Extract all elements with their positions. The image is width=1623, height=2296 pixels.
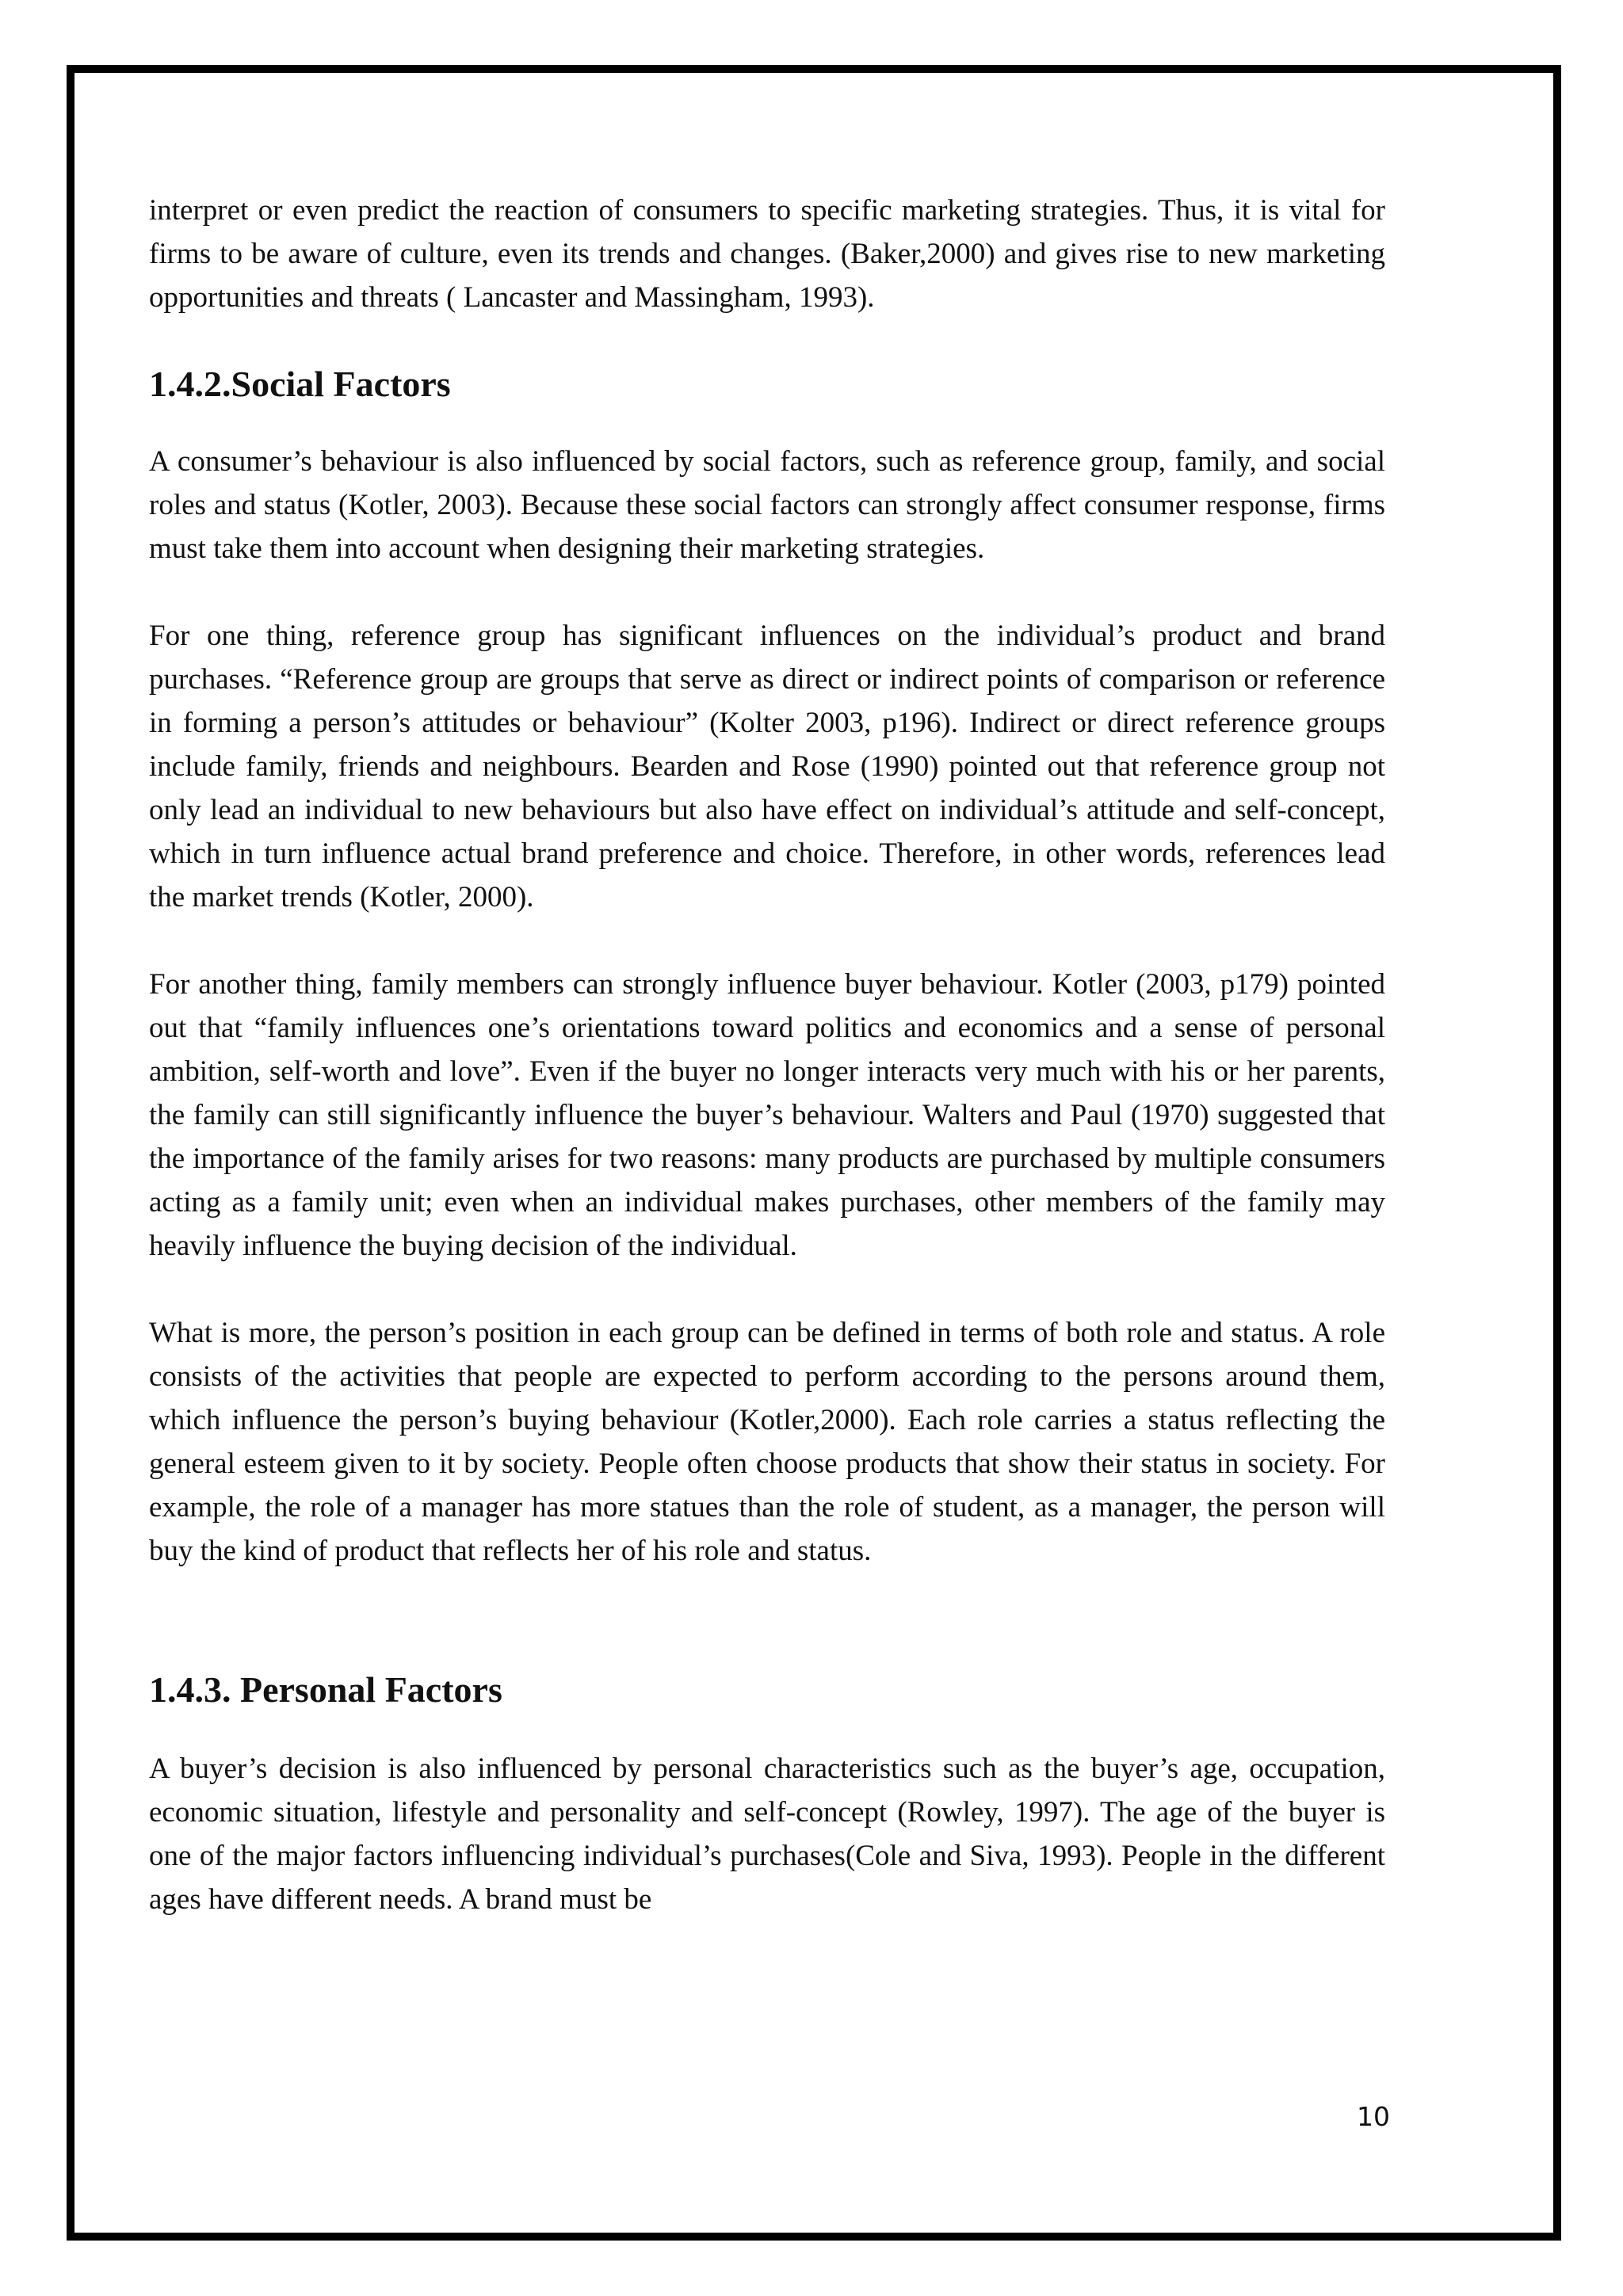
paragraph-intro: interpret or even predict the reaction of consumers to specific marketing strategies. Thus, it is vital for firms to be aware of culture, even its trends and changes. (Baker,2000) and gives rise to new marketing opportunities and threats ( Lancaster and Massingham, 1993). bbox=[149, 194, 1385, 314]
document-body bbox=[149, 189, 1385, 1921]
paragraph-personal-1: A buyer’s decision is also influenced by personal characteristics such as the buyer’s age, occupation, economic situation, lifestyle and personality and self-concept (Rowley, 1997). The age of the buyer is one of the major factors influencing individual’s purchases(Cole and Siva, 1993). People in the different ages have different needs. A brand must be bbox=[149, 1753, 1385, 1916]
paragraph-social-1: A consumer’s behaviour is also influenced by social factors, such as reference group, family, and social roles and status (Kotler, 2003). Because these social factors can strongly affect consumer response, firms must take them into account when designing their marketing strategies. bbox=[149, 445, 1385, 565]
paragraph-social-4: What is more, the person’s position in each group can be defined in terms of both role and status. A role consists of the activities that people are expected to perform according to the persons around them, which influence the person’s buying behaviour (Kotler,2000). Each role carries a status reflecting the general esteem given to it by society. People often choose products that show their status in society. For example, the role of a manager has more statues than the role of student, as a manager, the person will buy the kind of product that reflects her of his role and status. bbox=[149, 1317, 1385, 1567]
section-heading-personal-factors: 1.4.3. Personal Factors bbox=[149, 1669, 502, 1710]
paragraph-social-3: For another thing, family members can strongly influence buyer behaviour. Kotler (2003, p179) pointed out that “family influences one’s orientations toward politics and economics and a sense of personal ambition, self-worth and love”. Even if the buyer no longer interacts very much with his or her parents, the family can still significantly influence the buyer’s behaviour. Walters and Paul (1970) suggested that the importance of the family arises for two reasons: many products are purchased by multiple consumers acting as a family unit; even when an individual makes purchases, other members of the family may heavily influence the buying decision of the individual. bbox=[149, 968, 1385, 1262]
page-number: 10 bbox=[1357, 2101, 1390, 2132]
paragraph-social-2: For one thing, reference group has significant influences on the individual’s product and brand purchases. “Reference group are groups that serve as direct or indirect points of comparison or reference in forming a person’s attitudes or behaviour” (Kolter 2003, p196). Indirect or direct reference groups include family, friends and neighbours. Bearden and Rose (1990) pointed out that reference group not only lead an individual to new behaviours but also have effect on individual’s attitude and self-concept, which in turn influence actual brand preference and choice. Therefore, in other words, references lead the market trends (Kotler, 2000). bbox=[149, 620, 1385, 913]
section-heading-social-factors: 1.4.2.Social Factors bbox=[149, 364, 451, 404]
